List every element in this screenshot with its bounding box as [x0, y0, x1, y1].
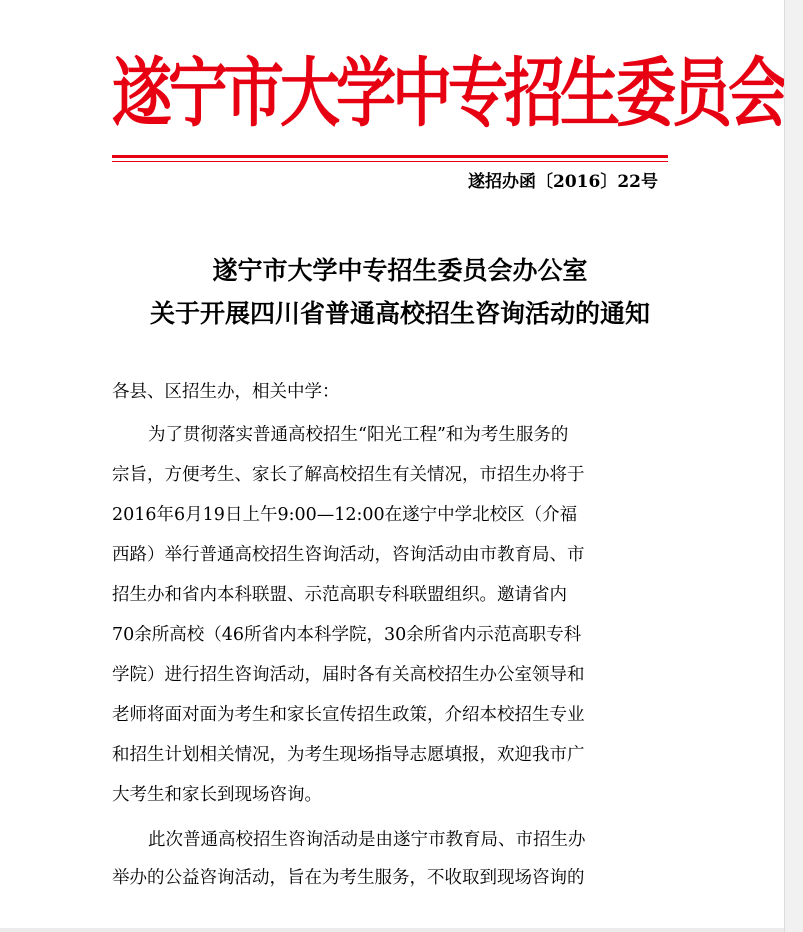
body-line: 2016年6月19日上午9:00—12:00在遂宁中学北校区（介福 [112, 505, 578, 525]
document-title-line-2: 关于开展四川省普通高校招生咨询活动的通知 [149, 299, 650, 328]
salutation: 各县、区招生办，相关中学： [112, 382, 340, 402]
body-line: 举办的公益咨询活动，旨在为考生服务，不收取到现场咨询的 [112, 868, 585, 888]
body-line: 西路）举行普通高校招生咨询活动，咨询活动由市教育局、市 [112, 545, 585, 565]
body-line: 老师将面对面为考生和家长宣传招生政策，介绍本校招生专业 [112, 705, 585, 725]
body-line: 学院）进行招生咨询活动，届时各有关高校招生办公室领导和 [112, 665, 585, 685]
letterhead-rule-thick [112, 155, 668, 158]
body-line: 和招生计划相关情况，为考生现场指导志愿填报，欢迎我市广 [112, 745, 585, 765]
letterhead-organization: 遂宁市大学中专招生委员会 [112, 50, 784, 138]
body-line: 70余所高校（46所省内本科学院，30余所省内示范高职专科 [112, 625, 582, 645]
document-number: 遂招办函〔2016〕22号 [468, 172, 658, 192]
body-line: 招生办和省内本科联盟、示范高职专科联盟组织。邀请省内 [112, 585, 567, 605]
viewer-bottom-margin [0, 928, 784, 932]
body-line: 宗旨，方便考生、家长了解高校招生有关情况，市招生办将于 [112, 465, 585, 485]
body-line: 此次普通高校招生咨询活动是由遂宁市教育局、市招生办 [148, 830, 586, 850]
body-line: 大考生和家长到现场咨询。 [112, 785, 322, 805]
body-line: 为了贯彻落实普通高校招生“阳光工程”和为考生服务的 [148, 425, 569, 445]
letterhead-rule-thin [112, 161, 668, 162]
document-title-line-1: 遂宁市大学中专招生委员会办公室 [212, 256, 588, 285]
viewer-right-margin [784, 0, 803, 932]
